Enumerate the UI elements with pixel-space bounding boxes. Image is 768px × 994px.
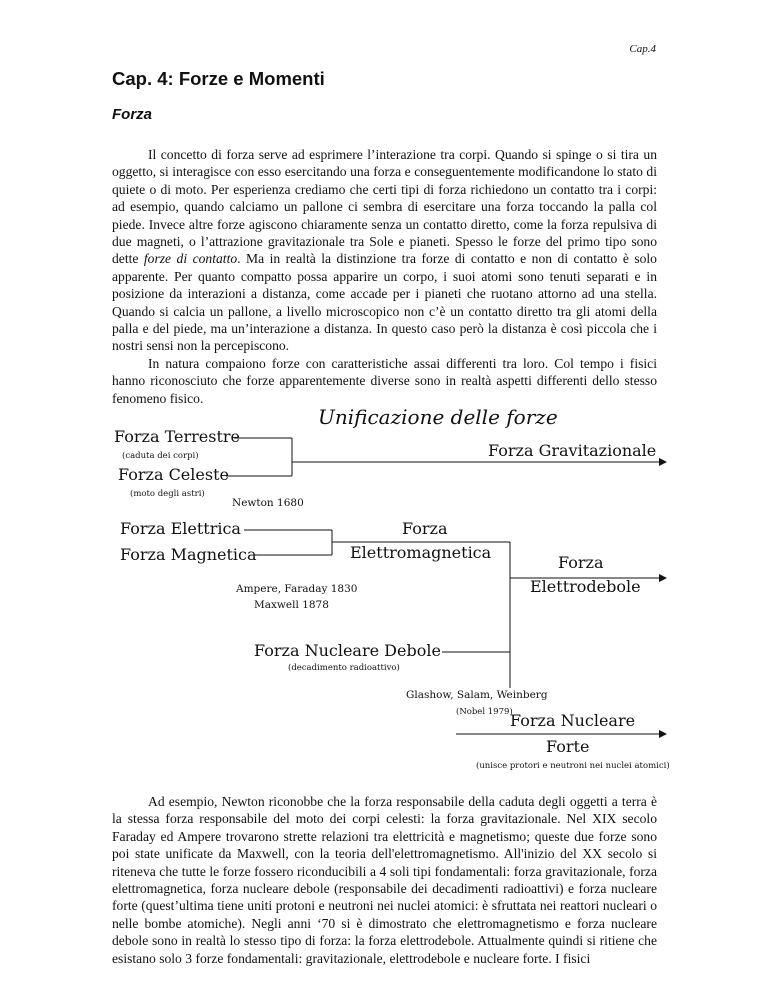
diagram-title: Unificazione delle forze bbox=[318, 405, 558, 429]
label-em-2: Elettromagnetica bbox=[350, 543, 492, 562]
label-caduta: (caduta dei corpi) bbox=[122, 451, 199, 461]
label-forza-magnetica: Forza Magnetica bbox=[120, 545, 257, 564]
label-ampere: Ampere, Faraday 1830 bbox=[236, 583, 358, 595]
label-gravitazionale: Forza Gravitazionale bbox=[488, 441, 657, 460]
label-forza-terrestre: Forza Terrestre bbox=[114, 427, 240, 446]
paragraph: Il concetto di forza serve ad esprimere l’interazione tra corpi. Quando si spinge o si tira un oggetto, si interagisce con esso esercitando una forza e conseguentemente modificandone lo stato di quiete o di moto. Per esperienza crediamo che certi tipi di forza richiedono un contatto tra i corpi: ad esempio, quando calciamo un pallone ci sembra di esercitare una forza toccando la palla col piede. Invece altre forze agiscono chiaramente senza un contatto diretto, come la forza repulsiva di due magneti, o l’attrazione gravitazionale tra Sole e pianeti. Spesso le forze del primo tipo sono dette forze di contatto. Ma in realtà la distinzione tra forze di contatto e non di contatto è solo apparente. Per quanto compatto possa apparire un corpo, i suoi atomi sono tenuti separati e in posizione da interazioni a distanza, come accade per i pianeti che ruotano attorno ad una stella. Quando si calcia un pallone, a livello microscopico non c’è un contatto diretto tra gli atomi della palla e del piede, ma un’interazione a distanza. In questo caso però la distanza è così piccola che i nostri sensi non la percepiscono. bbox=[112, 147, 657, 354]
label-forza-celeste: Forza Celeste bbox=[118, 465, 229, 484]
section-title: Forza bbox=[112, 106, 153, 123]
intro-text bbox=[112, 146, 657, 407]
chapter-header: Cap.4 bbox=[629, 43, 656, 55]
label-ed-1: Forza bbox=[558, 553, 604, 572]
label-glashow: Glashow, Salam, Weinberg bbox=[406, 689, 548, 701]
label-unisce: (unisce protori e neutroni nei nuclei atomici) bbox=[476, 761, 670, 771]
label-em-1: Forza bbox=[402, 519, 448, 538]
label-decadimento: (decadimento radioattivo) bbox=[288, 663, 400, 673]
paragraph: Ad esempio, Newton riconobbe che la forza responsabile della caduta degli oggetti a terra è la stessa forza responsabile del moto dei corpi celesti: la forza gravitazionale. Nel XIX secolo Faraday ed Ampere trovarono strette relazioni tra elettricità e magnetismo; queste due forze sono poi state unificate da Maxwell, con la teoria dell'elettromagnetismo. All'inizio del XX secolo si riteneva che tutte le forze fossero riconducibili a 4 soli tipi fondamentali: forza gravitazionale, forza elettromagnetica, forza nucleare debole (responsabile dei decadimenti radioattivi) e forza nucleare forte (quest’ultima tiene uniti protoni e neutroni nei nuclei atomici: è sfruttata nei reattori nucleari o nelle bombe atomiche). Negli anni ‘70 si è dimostrato che elettromagnetismo e forza nucleare debole sono in realtà lo stesso tipo di forza: la forza elettrodebole. Attualmente quindi si ritiene che esistano solo 3 forze fondamentali: gravitazionale, elettrodebole e nucleare forte. I fisici bbox=[112, 794, 657, 966]
history-text bbox=[112, 793, 657, 967]
label-nf-2: Forte bbox=[546, 737, 590, 756]
chapter-title: Cap. 4: Forze e Momenti bbox=[112, 68, 325, 89]
force-unification-diagram bbox=[100, 400, 680, 780]
emphasis-term: forze di contatto bbox=[143, 251, 238, 267]
label-ed-2: Elettrodebole bbox=[530, 577, 641, 596]
label-newton: Newton 1680 bbox=[232, 497, 304, 509]
label-maxwell: Maxwell 1878 bbox=[254, 599, 329, 611]
label-nobel: (Nobel 1979) bbox=[456, 707, 513, 717]
paragraph: In natura compaiono forze con caratteristiche assai differenti tra loro. Col tempo i fisici hanno riconosciuto che forze apparentemente diverse sono in realtà aspetti differenti dello stesso fenomeno fisico. bbox=[112, 355, 657, 406]
label-moto: (moto degli astri) bbox=[130, 489, 205, 499]
label-nucleare-debole: Forza Nucleare Debole bbox=[254, 641, 441, 660]
label-nf-1: Forza Nucleare bbox=[510, 711, 636, 730]
label-forza-elettrica: Forza Elettrica bbox=[120, 519, 241, 538]
